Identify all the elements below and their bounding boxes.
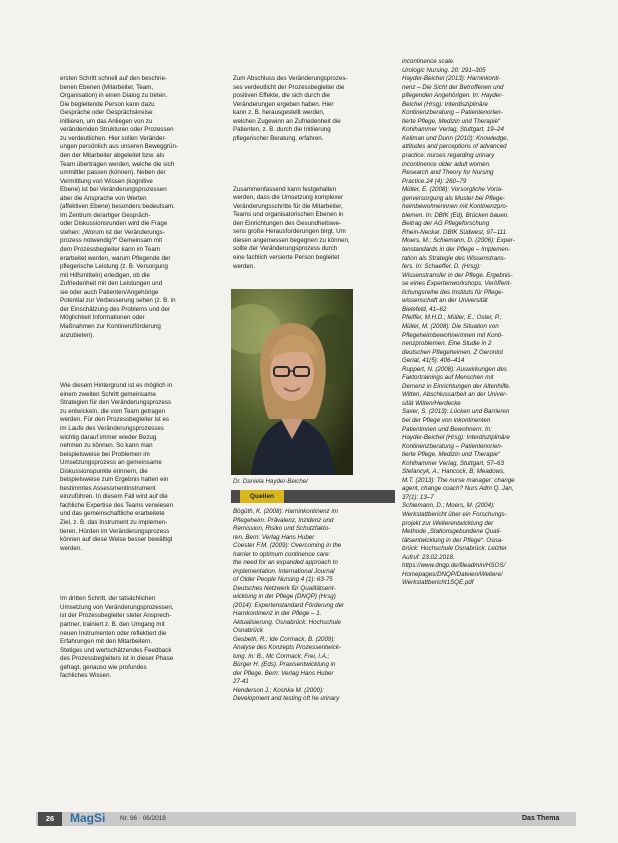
text-line: ungen persönlich aus unseren Beweggrün- [60, 143, 178, 151]
text-line: Deutsches Netzwerk für Qualitätsent- [233, 584, 336, 592]
text-line: Organisation) in einen Dialog zu treten. [60, 92, 168, 100]
text-line: können auf diese Weise besser bewältigt [60, 536, 173, 544]
text-line: lichungsreihe des Instituts für Pflege- [402, 288, 504, 296]
text-line: Practice.24 (4): 260–79 [402, 177, 467, 185]
text-line: practice: nurses regarding urinary [402, 152, 495, 160]
text-line: Gesbeth, R.; Ide Cormack, B. (2009): [233, 635, 336, 643]
text-line: und das gemeinschaftliche erarbeitete [60, 510, 165, 518]
text-line: diesen angemessen begegnen zu können, [233, 236, 350, 244]
text-line: Hayder-Beichel (Hrsg): Interdisziplinäre [402, 434, 510, 442]
text-line: wissenschaft an der Universität [402, 297, 488, 305]
text-line: Aktualisierung. Osnabrück: Hochschule [233, 618, 341, 626]
text-line: implementation. International Journal [233, 567, 335, 575]
text-line: ist der Prozessbegleiter steter Ansprech- [60, 612, 172, 620]
text-line: einzuführen. In diesem Fall wird auf die [60, 493, 168, 501]
text-line: tieren. Hürden im Veränderungsprozess [60, 527, 170, 535]
text-line: dem Prozessbegleiter kann im Team [60, 246, 160, 254]
text-line: ummittler passen (können). Neben der [60, 169, 166, 177]
reference-list-right [402, 58, 567, 828]
text-line: incontinence older adult women. [402, 160, 491, 168]
text-line: Moers, M.; Schiemann, D. (2006): Exper- [402, 237, 515, 245]
text-line: pflegerische Leistung (z. B. Versorgung [60, 263, 168, 271]
text-line: Hayder-Beichel (2013): Harninkonti- [402, 75, 501, 83]
text-line: bei der Pflege von inkontinenten [402, 416, 491, 424]
text-line: Pflegeheimbewohnerinnen mit Konti- [402, 331, 504, 339]
text-line: Zufriedenheit mit den Leistungen und [60, 280, 163, 288]
text-line: of Older People Nursing 4 (1): 63-75 [233, 576, 333, 583]
text-line: Wissenstransfer in der Pflege. Ergebnis- [402, 271, 513, 279]
text-line: Beitrag der AG Pflegeforschung [402, 220, 490, 228]
text-line: einem zweiten Schritt gemeinsame [60, 390, 156, 398]
text-line: brück: Hochschule Osnabrück. Letzter [402, 545, 507, 553]
text-line: sie oder auch Patienten/Angehörige [60, 288, 159, 296]
text-line: ren. Bern: Verlag Hans Huber [233, 533, 315, 541]
text-line: tierte Pflege, Medizin und Therapie“ [402, 117, 501, 125]
text-line: Umsetzungsprozess an gemeinsame [60, 459, 162, 467]
text-line: deutschen Pflegeheimen. Z Gerontol [402, 348, 503, 356]
text-line: Harnkontinenz in der Pflege – 1. [233, 610, 322, 617]
text-line: Müller, M. (2008): Die Situation von [402, 322, 499, 330]
text-line: des Prozessbegleiters ist in dieser Phase [60, 655, 174, 663]
paragraph-3 [60, 595, 225, 680]
text-line: projekt zur Weiterentwicklung der [402, 519, 494, 527]
text-line: Kellman und Dunn (2010): Knowledge, [402, 134, 509, 142]
text-line: Vermittlung von Wissen (kognitive [60, 177, 153, 185]
text-line: Im dritten Schritt, der tatsächlichen [60, 595, 156, 603]
text-line: Aufruf: 23.02.2018. [402, 553, 455, 561]
text-line: tenstandards in der Pflege – Implemen- [402, 246, 511, 254]
text-line: Die begleitende Person kann dazu [60, 100, 155, 108]
text-line: pflegerischer Beratung, erfahren. [233, 134, 324, 142]
sources-heading: Quellen [240, 490, 284, 503]
paragraph-5 [233, 186, 393, 271]
text-line: Beichel (Hrsg): Interdisziplinäre [402, 100, 488, 108]
text-line: heimbewohnerinnen mit Kontinenzpro- [402, 203, 508, 211]
text-line: kann z. B. herausgestellt werden, [233, 109, 325, 117]
text-line: Schiemann, D.; Moers, M. (2004): [402, 502, 495, 510]
text-line: sollte der Veränderungsprozess durch [233, 245, 338, 253]
text-line: 27-41 [233, 678, 249, 685]
text-line: harrier to optimum continence care: [233, 550, 331, 558]
text-line: wicklung in der Pflege (DNQP) (Hrsg) [233, 593, 336, 600]
text-line: Müller, E. (2008): Vorsorgliche Vorla- [402, 186, 503, 194]
text-line: gefragt, genauso wie profundes [60, 663, 147, 671]
text-line: Zusammenfassend kann festgehalten [233, 185, 337, 193]
text-line: blemen. In: DBfK (Ed), Brücken bauen. [402, 211, 509, 219]
text-line: Veränderungen ergeben haben. Hier [233, 100, 334, 108]
text-line: Geriat, 41(5): 406–414 [402, 357, 465, 365]
text-line: Pflegeheim: Prävalenz, Inzidenz und [233, 516, 334, 524]
photo-caption: Dr. Daniela Hayder-Beichel [233, 478, 308, 485]
text-line: Strategien für den Veränderungsprozess [60, 399, 172, 407]
section-name: Das Thema [522, 815, 560, 822]
text-line: ersten Schritt schnell auf den beschrie- [60, 75, 167, 83]
text-line: tätsentwicklung in der Pflege“. Osna- [402, 536, 504, 544]
text-line: Umsetzung von Veränderungsprozessen, [60, 603, 174, 611]
text-line: der Pflege. Bern: Verlag Hans Huber [233, 669, 334, 677]
text-line: Witten, Abschlussarbeit an der Univer- [402, 391, 508, 399]
text-line: Kohlhammer Verlag, Stuttgart, 57–63 [402, 459, 504, 467]
text-line: bestimmtes Assessmentinstrument [60, 484, 156, 492]
text-line: Analyse des Konzepts Prozessentwick- [233, 644, 341, 651]
text-line: Möglichkeit Informationen oder [60, 314, 145, 322]
text-line: Veränderungsschritte für die Mitarbeiter, [233, 202, 343, 210]
text-line: M.T. (2013): The nurse manager: change [402, 476, 515, 484]
text-line: Kontinenzberatung – Patientenorien- [402, 442, 503, 450]
text-line: Ruppert, N. (2008): Auswirkungen des [402, 365, 508, 373]
paragraph-1 [60, 75, 225, 340]
text-line: Im Zentrum derartiger Gespräch- [60, 211, 151, 219]
text-line: der Einschätzung des Problems und der [60, 305, 171, 313]
author-photo [231, 289, 353, 475]
text-line: Gespräche oder Gesprächskreise [60, 109, 153, 117]
text-line: Team übertragen werden, welche die sich [60, 160, 175, 168]
text-line: Erfahrungen mit den Mitarbeitern. [60, 638, 153, 646]
reference-list-middle [233, 508, 395, 820]
text-line: incontinence scale. [402, 58, 455, 65]
paragraph-2 [60, 382, 225, 553]
text-line: lung. In: B., Mc Cormack; Frei, I.A.; [233, 652, 330, 660]
text-line: Faktortrainings auf Menschen mit [402, 374, 494, 382]
text-line: anzubieten). [60, 331, 95, 339]
text-line: Osnabrück [233, 627, 263, 634]
text-line: https://www.dnqp.de/fileadmin/HSOS/ [402, 562, 506, 570]
text-line: Patienten, z. B. durch die Initiierung [233, 126, 331, 134]
text-line: Pfeiffer, M.H.D.; Müller, E.; Oster, P.; [402, 314, 502, 322]
page-number: 26 [38, 812, 62, 826]
text-line: erarbeitet werden, warum Pflegende der [60, 254, 171, 262]
text-line: beispielsweise zum Ergebnis hatten ein [60, 476, 169, 484]
text-line: eine fachlich versierte Person begleitet [233, 254, 340, 262]
text-line: Ziel, z. B. das Instrument zu implemen- [60, 518, 168, 526]
text-line: Werkstattbericht über ein Forschungs- [402, 510, 507, 518]
body-column-left [60, 58, 225, 820]
text-line: zu entwickeln, die vom Team getragen [60, 407, 166, 415]
text-line: (affektiven Ebene) besonders bedeutsam. [60, 203, 175, 211]
text-line: partner, trainiert z. B. den Umgang mit [60, 621, 165, 628]
text-line: werden. [233, 262, 256, 270]
text-line: verändernden Strukturen oder Prozessen [60, 126, 174, 134]
text-line: sität Witten/Herdecke [402, 399, 461, 407]
text-line: fachliches Wissen. [60, 672, 112, 680]
text-line: Homepages/DNQP/Dateien/Weitere/ [402, 570, 503, 578]
text-line: Stetiges und wertschätzendes Feedback [60, 646, 172, 654]
text-line: zu verdeutlichen. Hier sollen Veränder- [60, 134, 167, 142]
text-line: Saxer, S. (2013): Lücken und Barrieren [402, 408, 510, 416]
text-line: Development and testing oft he urinary [233, 695, 340, 702]
text-line: Remission, Risiko und Schutzfakto- [233, 525, 331, 532]
text-line: sens große Herausforderungen birgt. Um [233, 228, 346, 236]
text-line: agent, change coach? Nurs Adm Q. Jan, [402, 485, 514, 493]
text-line: Kontinenzberatung – Patientenorien- [402, 109, 503, 117]
text-line: tation als Strategie des Wissenstrans- [402, 254, 506, 262]
text-line: tierte Pflege, Medizin und Therapie“ [402, 451, 501, 459]
footer-bar [36, 812, 576, 826]
text-line: werden. [60, 544, 83, 552]
text-line: prozess notwendig?“ Gemeinsam mit [60, 237, 163, 245]
text-line: the need for an expanded approach to [233, 559, 338, 566]
text-line: Bögüth, K. (2008): Harninkontinenz im [233, 508, 338, 515]
text-line: Wie diesem Hintergrund ist es möglich in [60, 382, 173, 390]
text-line: Stefancyk, A.; Hancock, B; Meadows, [402, 468, 505, 476]
text-line: ses verdeutlicht der Prozessbegleiter die [233, 83, 345, 91]
magazine-logo: MagSi [70, 811, 106, 825]
text-line: Bürger H. (Eds). Praxisentwicklung in [233, 661, 336, 668]
text-line: oder Diskussionsrunden wird die Frage [60, 220, 168, 228]
text-line: Demenz in Einrichtungen der Altenhilfe. [402, 382, 511, 390]
text-line: beispielsweise bei Problemen im [60, 450, 150, 458]
text-line: pflegenden Angehörigen. In: Hayder- [402, 92, 504, 100]
text-line: Henderson J.; Koshka M. (2000): [233, 686, 324, 694]
text-line: Patientinnen und Bewohnern. In: [402, 425, 492, 433]
text-line: Rhein-Neckar. DBfK Südwest, 97–111 [402, 228, 507, 236]
text-line: fers. In: Schaeffer, D. (Hrsg): [402, 263, 481, 271]
text-line: neuen Instrumenten oder reflektiert die [60, 629, 167, 637]
text-line: nenz – Die Sicht der Betroffenen und [402, 83, 504, 91]
text-line: stehen: „Worum ist der Veränderungs- [60, 228, 165, 236]
issue-info: Nr. 96 · 06/2018 [120, 815, 166, 822]
text-line: Potential zur Verbesserung sehen (z. B. in [60, 297, 176, 305]
text-line: genversorgung als Muster bei Pflege- [402, 194, 505, 202]
text-line: attitudes and perceptions of advanced [402, 143, 507, 151]
text-line: positiven Effekte, die sich durch die [233, 92, 330, 100]
text-line: mit Hilfsmitteln) erledigen, ob die [60, 271, 150, 279]
text-line: Ebene) ist bei Veränderungsprozessen [60, 186, 167, 194]
paragraph-4 [233, 75, 393, 143]
text-line: Maßnahmen zur Kontinenzförderung [60, 322, 161, 330]
text-line: nenzproblemen. Eine Studie in 2 [402, 340, 492, 348]
text-line: initiieren, um das Anliegen von zu [60, 117, 153, 125]
text-line: Research and Theory for Nursing [402, 169, 494, 177]
text-line: welchen Zugewinn an Zufriedenheit die [233, 117, 341, 125]
text-line: Bielefeld, 41–62 [402, 305, 447, 313]
text-line: werden, dass die Umsetzung komplexer [233, 194, 344, 202]
text-line: benen Ebenen (Mitarbeiter, Team, [60, 83, 154, 91]
text-line: werden. Für den Prozessbegleiter ist es [60, 416, 170, 424]
text-line: wichtig darauf immer wieder Bezug [60, 433, 157, 441]
text-line: Urologic Nursing. 20: 291–305 [402, 66, 486, 74]
text-line: Teams und organisatorischen Ebenen in [233, 211, 344, 219]
text-line: im Laufe des Veränderungsprozesses [60, 424, 164, 432]
text-line: Werkstattbericht1SQE.pdf [402, 579, 474, 587]
text-line: Diskussionspunkte erinnern, die [60, 467, 148, 475]
text-line: nehmen zu können. So kann man [60, 442, 153, 450]
text-line: Methode „Stationsgebundene Quali- [402, 528, 502, 536]
text-line: se eines Expertenworkshops. Veröffent- [402, 280, 512, 288]
text-line: aber die Ansprache von Werten [60, 194, 147, 202]
text-line: Kohlhammer Verlag, Stuttgart, 19–24 [402, 126, 504, 134]
text-line: 37(1): 13–7 [402, 493, 434, 501]
text-line: (2014): Expertenstandard Förderung der [233, 601, 345, 609]
text-line: den der Mitarbeiter abgeleitet bzw. als [60, 152, 165, 160]
text-line: Zum Abschluss des Veränderungsprozes- [233, 75, 348, 83]
text-line: fachliche Expertise des Teams verwiesen [60, 501, 174, 509]
text-line: den Einrichtungen des Gesundheitswe- [233, 219, 342, 227]
text-line: Coester F.M. (2009): Overcoming in the [233, 542, 342, 549]
